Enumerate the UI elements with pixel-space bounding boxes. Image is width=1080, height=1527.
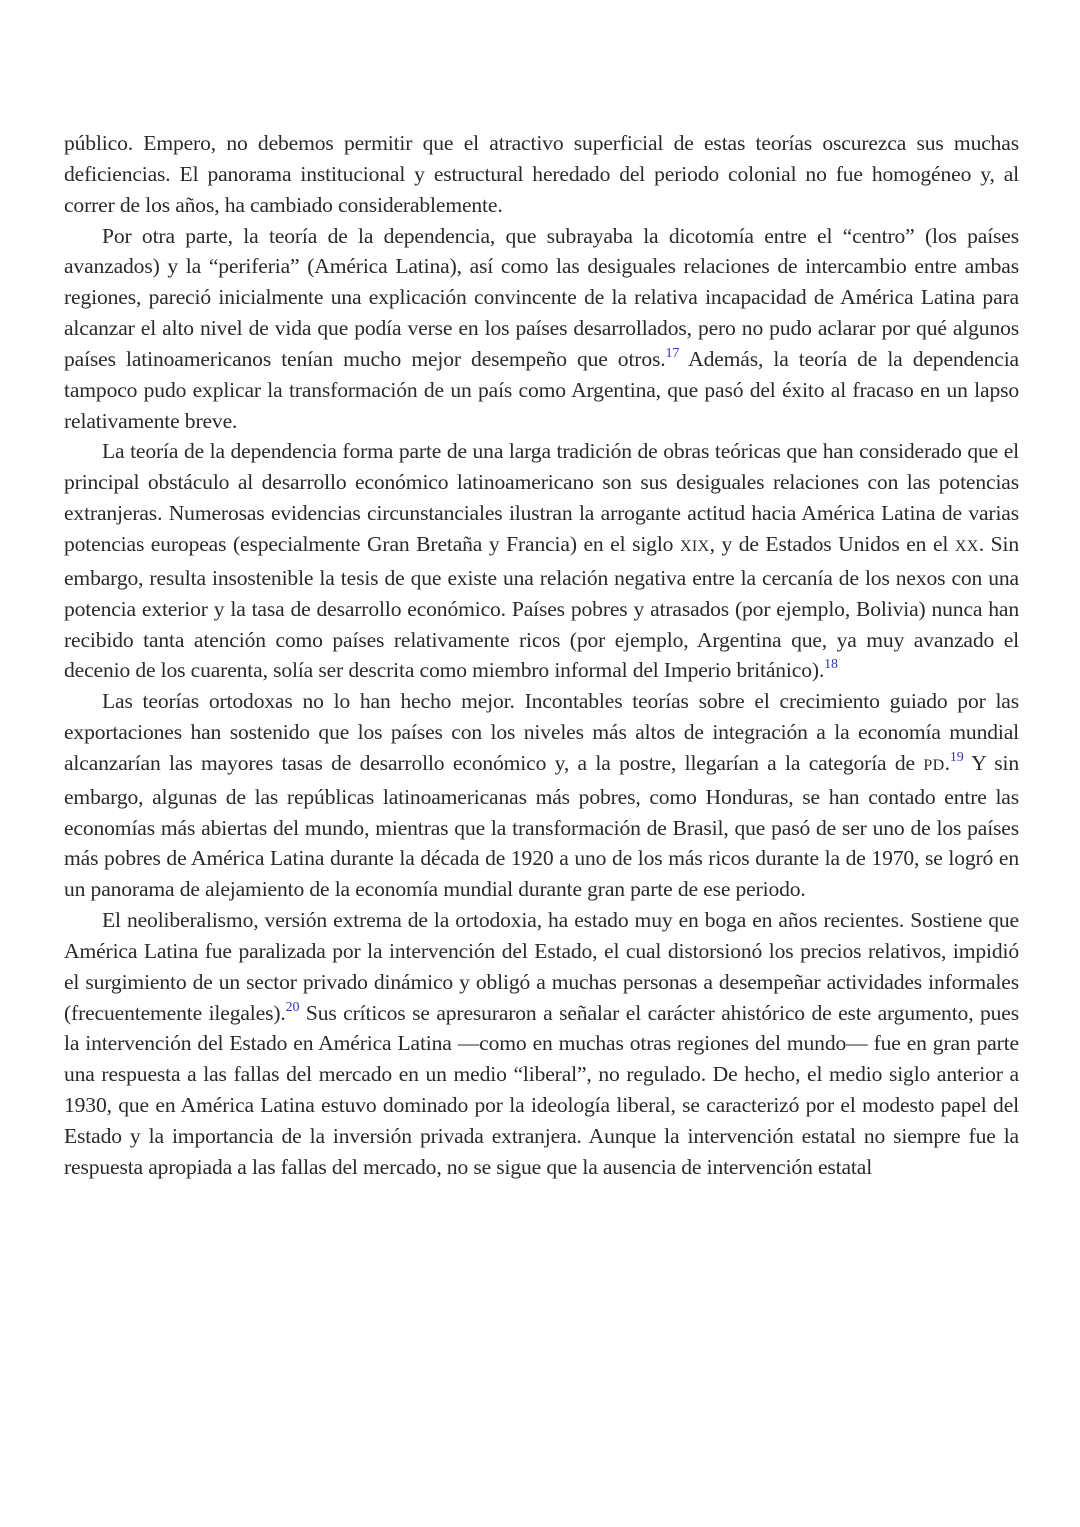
footnote-link-18[interactable]: 18 — [824, 657, 838, 673]
paragraph-text: , y de Estados Unidos en el — [709, 531, 955, 556]
footnote-link-17[interactable]: 17 — [665, 345, 680, 361]
document-page — [64, 128, 1019, 1183]
century-numeral: XIX — [679, 537, 710, 555]
paragraph-text: Además, la teoría de la dependencia tampoco pudo explicar la transformación de un país como Argentina, que pasó del éxito al fracaso en un lapso relativamente breve. — [64, 346, 1019, 433]
paragraph-text: . Sin embargo, resulta insostenible la tesis de que existe una relación negativa entre la cercanía de los nexos con una potencia exterior y la tasa de desarrollo económico. Países pobres y atrasados (por ejemplo, Bolivia) nunca han recibido tanta atención como países relativamente ricos (por ejemplo, Argentina que, ya muy avanzado el decenio de los cuarenta, solía ser descrita como miembro informal del Imperio británico). — [64, 531, 1019, 683]
paragraph-text: público. Empero, no debemos permitir que el atractivo superficial de estas teorías oscurezca sus muchas deficiencias. El panorama institucional y estructural heredado del periodo colonial no fue homogéneo y, al correr de los años, ha cambiado considerablemente. — [64, 131, 1019, 217]
century-numeral: XX — [954, 537, 979, 555]
paragraph-3 — [64, 436, 1019, 686]
paragraph-text: El neoliberalismo, versión extrema de la ortodoxia, ha estado muy en boga en años recientes. Sostiene que América Latina fue paralizada por la intervención del Estado, el cual distorsionó los precios relativos, impidió el surgimiento de un sector privado dinámico y obligó a muchas personas a desempeñar actividades informales (frecuentemente ilegales). — [64, 908, 1019, 1025]
abbreviation: PD — [923, 756, 945, 774]
paragraph-text: Por otra parte, la teoría de la dependencia, que subrayaba la dicotomía entre el “centro” (los países avanzados) y la “periferia” (América Latina), así como las desiguales relaciones de intercambio entre ambas regiones, pareció inicialmente una explicación convincente de la relativa incapacidad de América Latina para alcanzar el alto nivel de vida que podía verse en los países desarrollados, pero no pudo aclarar por qué algunos países latinoamericanos tenían mucho mejor desempeño que otros. — [64, 223, 1019, 371]
footnote-link-19[interactable]: 19 — [949, 749, 964, 765]
paragraph-5 — [64, 905, 1019, 1183]
paragraph-text: La teoría de la dependencia forma parte de una larga tradición de obras teóricas que han considerado que el principal obstáculo al desarrollo económico latinoamericano son sus desiguales relaciones con las potencias extranjeras. Numerosas evidencias circunstanciales ilustran la arrogante actitud hacia América Latina de varias potencias europeas (especialmente Gran Bretaña y Francia) en el siglo — [64, 439, 1019, 556]
paragraph-text: . — [944, 750, 950, 775]
paragraph-text: Sus críticos se apresuraron a señalar el carácter ahistórico de este argumento, pues la intervención del Estado en América Latina —como en muchas otras regiones del mundo— fue en gran parte una respuesta a las fallas del mercado en un medio “liberal”, no regulado. De hecho, el medio siglo anterior a 1930, que en América Latina estuvo dominado por la ideología liberal, se caracterizó por el modesto papel del Estado y la importancia de la inversión privada extranjera. Aunque la intervención estatal no siempre fue la respuesta apropiada a las fallas del mercado, no se sigue que la ausencia de intervención estatal — [64, 1000, 1019, 1179]
paragraph-1 — [64, 128, 1019, 221]
paragraph-2 — [64, 221, 1019, 437]
paragraph-text: Y sin embargo, algunas de las repúblicas latinoamericanas más pobres, como Honduras, se han contado entre las economías más abiertas del mundo, mientras que la transformación de Brasil, que pasó de ser uno de los países más pobres de América Latina durante la década de 1920 a uno de los más ricos durante la de 1970, se logró en un panorama de alejamiento de la economía mundial durante gran parte de ese periodo. — [64, 750, 1019, 902]
footnote-link-20[interactable]: 20 — [285, 999, 300, 1015]
paragraph-text: Las teorías ortodoxas no lo han hecho mejor. Incontables teorías sobre el crecimiento guiado por las exportaciones han sostenido que los países con los niveles más altos de integración a la economía mundial alcanzarían las mayores tasas de desarrollo económico y, a la postre, llegarían a la categoría de — [64, 689, 1019, 775]
paragraph-4 — [64, 686, 1019, 905]
